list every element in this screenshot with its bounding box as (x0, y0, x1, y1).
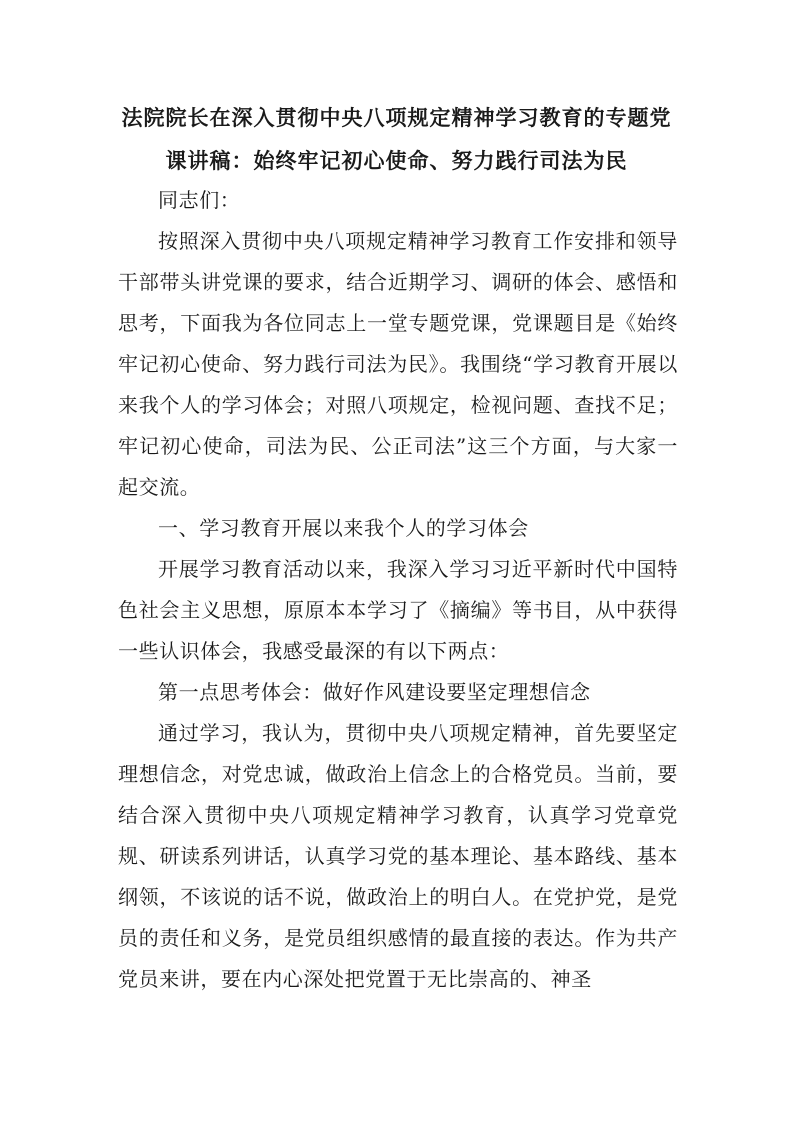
section-heading: 一、学习教育开展以来我个人的学习体会 (158, 516, 529, 540)
body-paragraph: 按照深入贯彻中央八项规定精神学习教育工作安排和领导干部带头讲党课的要求，结合近期学习、调研的体会、感悟和思考，下面我为各位同志上一堂专题党课，党课题目是《始终牢记初心使命、努力践行司法为民》。我围绕“学习教育开展以来我个人的学习体会；对照八项规定，检视问题、查找不足；牢记初心使命，司法为民、公正司法”这三个方面，与大家一起交流。 (118, 229, 678, 499)
document-body (118, 180, 678, 1000)
body-paragraph: 开展学习教育活动以来，我深入学习习近平新时代中国特色社会主义思想，原原本本学习了《摘编》等书目，从中获得一些认识体会，我感受最深的有以下两点： (118, 557, 678, 663)
document-title-line-1: 法院院长在深入贯彻中央八项规定精神学习教育的专题党 (121, 105, 672, 130)
document-title-line-2: 课讲稿：始终牢记初心使命、努力践行司法为民 (165, 148, 628, 173)
subsection-heading: 第一点思考体会：做好作风建设要坚定理想信念 (158, 680, 591, 704)
salutation: 同志们： (158, 188, 241, 212)
body-paragraph: 通过学习，我认为，贯彻中央八项规定精神，首先要坚定理想信念，对党忠诚，做政治上信念上的合格党员。当前，要结合深入贯彻中央八项规定精神学习教育，认真学习党章党规、研读系列讲话，认真学习党的基本理论、基本路线、基本纲领，不该说的话不说，做政治上的明白人。在党护党，是党员的责任和义务，是党员组织感情的最直接的表达。作为共产党员来讲，要在内心深处把党置于无比崇高的、神圣 (118, 721, 678, 991)
